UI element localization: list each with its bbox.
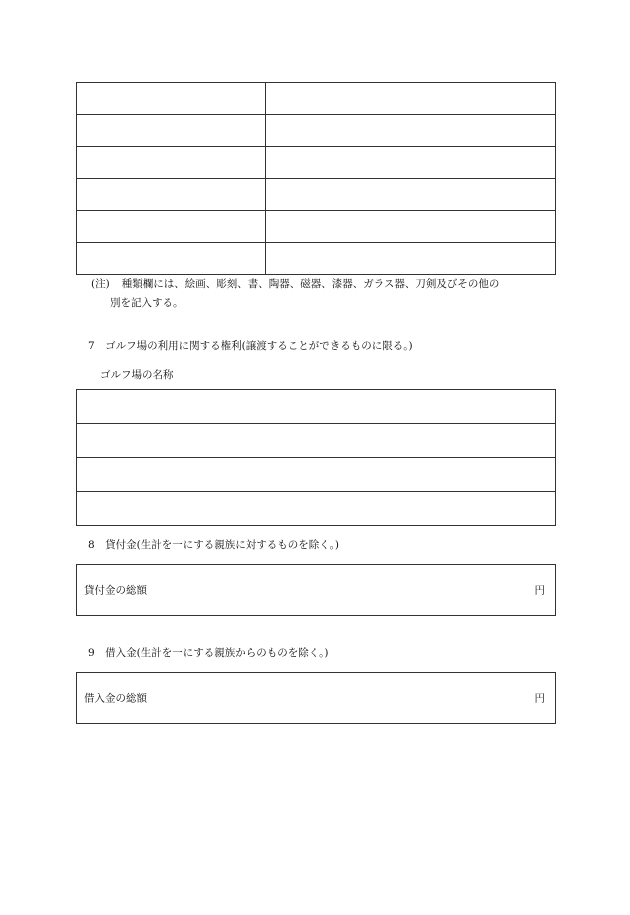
- artworks-table: [76, 82, 556, 275]
- borrowings-label: 借入金の総額: [84, 692, 147, 705]
- section9-heading: 9 借入金(生計を一にする親族からのものを除く。): [88, 647, 329, 659]
- artworks-row: [77, 83, 556, 115]
- loans-receivable-label: 貸付金の総額: [84, 584, 147, 597]
- section7-subheading: ゴルフ場の名称: [100, 369, 174, 381]
- note-prefix: (注): [91, 278, 110, 290]
- artworks-cell-detail: [266, 211, 556, 243]
- golf-course-row: [77, 492, 556, 526]
- golf-course-row: [77, 390, 556, 424]
- artworks-cell-type: [77, 179, 266, 211]
- note-line-2: [110, 297, 184, 310]
- artworks-cell-detail: [266, 147, 556, 179]
- artworks-row: [77, 147, 556, 179]
- golf-course-row: [77, 458, 556, 492]
- section8-heading: 8 貸付金(生計を一にする親族に対するものを除く。): [88, 539, 339, 551]
- artworks-cell-detail: [266, 115, 556, 147]
- artworks-row: [77, 211, 556, 243]
- note-line-1: [91, 278, 499, 291]
- golf-course-cell: [77, 458, 556, 492]
- artworks-cell-detail: [266, 243, 556, 275]
- golf-course-row: [77, 424, 556, 458]
- loans-receivable-unit: 円: [534, 584, 545, 597]
- borrowings-unit: 円: [534, 692, 545, 705]
- artworks-cell-detail: [266, 83, 556, 115]
- artworks-cell-type: [77, 83, 266, 115]
- artworks-cell-type: [77, 147, 266, 179]
- artworks-cell-type: [77, 243, 266, 275]
- note-text-2: 別を記入する。: [110, 297, 184, 309]
- golf-course-cell: [77, 424, 556, 458]
- artworks-cell-type: [77, 115, 266, 147]
- artworks-row: [77, 115, 556, 147]
- artworks-cell-detail: [266, 179, 556, 211]
- golf-course-cell: [77, 390, 556, 424]
- note-text-1: 種類欄には、絵画、彫刻、書、陶器、磁器、漆器、ガラス器、刀剣及びその他の: [121, 278, 500, 290]
- golf-course-cell: [77, 492, 556, 526]
- golf-course-table: [76, 389, 556, 526]
- loans-receivable-box: [76, 564, 556, 616]
- artworks-row: [77, 179, 556, 211]
- artworks-cell-type: [77, 211, 266, 243]
- artworks-row: [77, 243, 556, 275]
- section7-heading: 7 ゴルフ場の利用に関する権利(譲渡することができるものに限る。): [88, 340, 413, 352]
- borrowings-box: [76, 672, 556, 724]
